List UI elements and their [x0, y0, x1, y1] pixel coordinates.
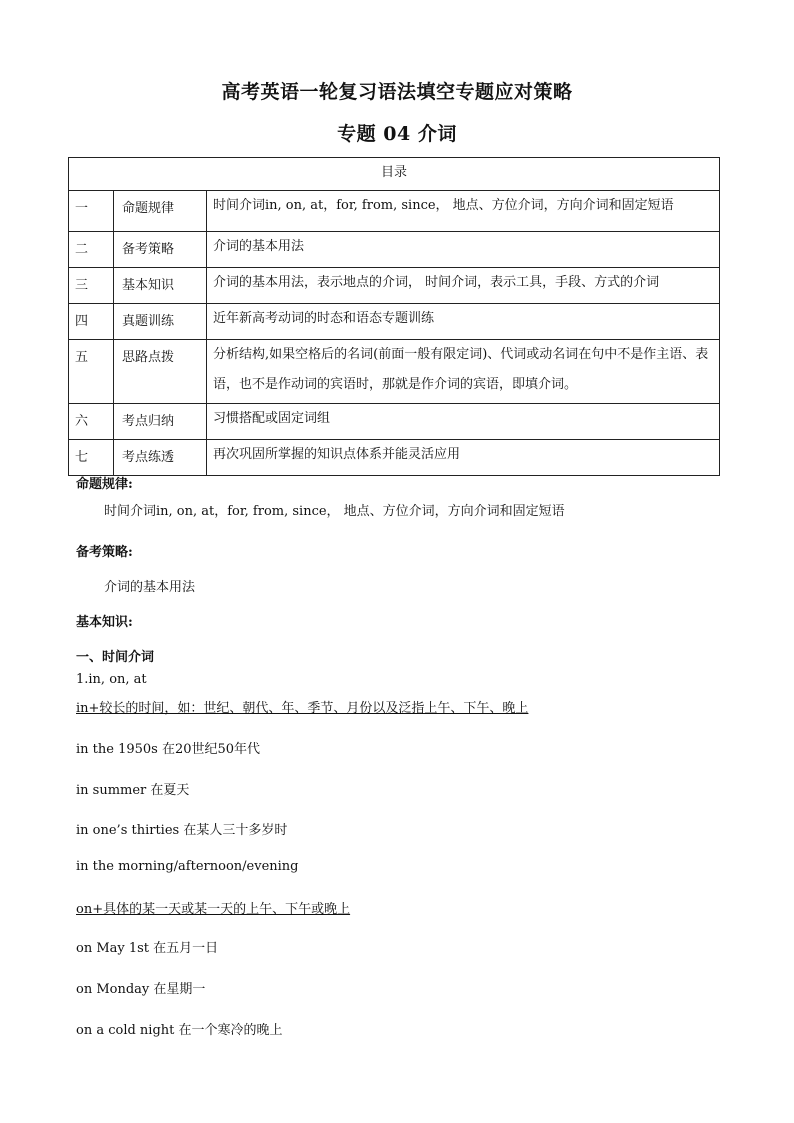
- strategy-heading: 备考策略:: [76, 545, 133, 560]
- on-rule: on+具体的某一天或某一天的上午、下午或晚上: [76, 902, 351, 917]
- table-row: [69, 232, 720, 268]
- example-line: on a cold night 在一个寒冷的晚上: [76, 1023, 283, 1038]
- strategy-text: 介词的基本用法: [104, 580, 196, 595]
- rules-heading: 命题规律:: [76, 477, 133, 492]
- example-line: on May 1st 在五月一日: [76, 941, 219, 956]
- toc-row-number: 七: [69, 440, 114, 476]
- example-line: in the 1950s 在20世纪50年代: [76, 742, 261, 757]
- toc-row-description: 习惯搭配或固定词组: [207, 404, 720, 440]
- toc-row-description: 时间介词in, on, at，for, from, since， 地点、方位介词，方向介词和固定短语: [207, 191, 720, 232]
- toc-row-number: 一: [69, 191, 114, 232]
- document-subtitle: 专题 04 介词: [337, 123, 457, 145]
- example-line: in one’s thirties 在某人三十多岁时: [76, 823, 288, 838]
- toc-row-number: 四: [69, 304, 114, 340]
- toc-row-category: 思路点拨: [114, 340, 207, 404]
- toc-row-category: 考点练透: [114, 440, 207, 476]
- toc-row-category: 基本知识: [114, 268, 207, 304]
- toc-row-category: 命题规律: [114, 191, 207, 232]
- toc-row-description: 介词的基本用法: [207, 232, 720, 268]
- toc-row-number: 五: [69, 340, 114, 404]
- toc-row-description: 分析结构,如果空格后的名词(前面一般有限定词)、代词或动名词在句中不是作主语、表语，也不是作动词的宾语时，那就是作介词的宾语，即填介词。: [207, 340, 720, 404]
- table-row: [69, 304, 720, 340]
- table-row: [69, 440, 720, 476]
- toc-row-description: 近年新高考动词的时态和语态专题训练: [207, 304, 720, 340]
- in-rule: in+较长的时间，如：世纪、朝代、年、季节、月份以及泛指上午、下午、晚上: [76, 701, 529, 716]
- table-row: [69, 404, 720, 440]
- example-line: in the morning/afternoon/evening: [76, 859, 299, 874]
- table-row: [69, 191, 720, 232]
- document-title: 高考英语一轮复习语法填空专题应对策略: [221, 81, 573, 103]
- toc-row-description: 介词的基本用法，表示地点的介词， 时间介词，表示工具，手段、方式的介词: [207, 268, 720, 304]
- time-preposition-heading: 一、时间介词: [76, 650, 155, 665]
- toc-row-number: 二: [69, 232, 114, 268]
- table-row: [69, 268, 720, 304]
- toc-header-row: [69, 158, 720, 191]
- example-line: on Monday 在星期一: [76, 982, 206, 997]
- toc-header: 目录: [69, 158, 720, 191]
- sub-heading: 1.in, on, at: [76, 672, 147, 687]
- toc-row-category: 备考策略: [114, 232, 207, 268]
- toc-row-description: 再次巩固所掌握的知识点体系并能灵活应用: [207, 440, 720, 476]
- table-row: [69, 340, 720, 404]
- toc-row-category: 真题训练: [114, 304, 207, 340]
- knowledge-heading: 基本知识:: [76, 615, 133, 630]
- toc-row-number: 六: [69, 404, 114, 440]
- toc-row-number: 三: [69, 268, 114, 304]
- table-of-contents: [68, 157, 720, 476]
- rules-text: 时间介词in, on, at，for, from, since， 地点、方位介词，方向介词和固定短语: [104, 504, 565, 519]
- toc-row-category: 考点归纳: [114, 404, 207, 440]
- example-line: in summer 在夏天: [76, 783, 190, 798]
